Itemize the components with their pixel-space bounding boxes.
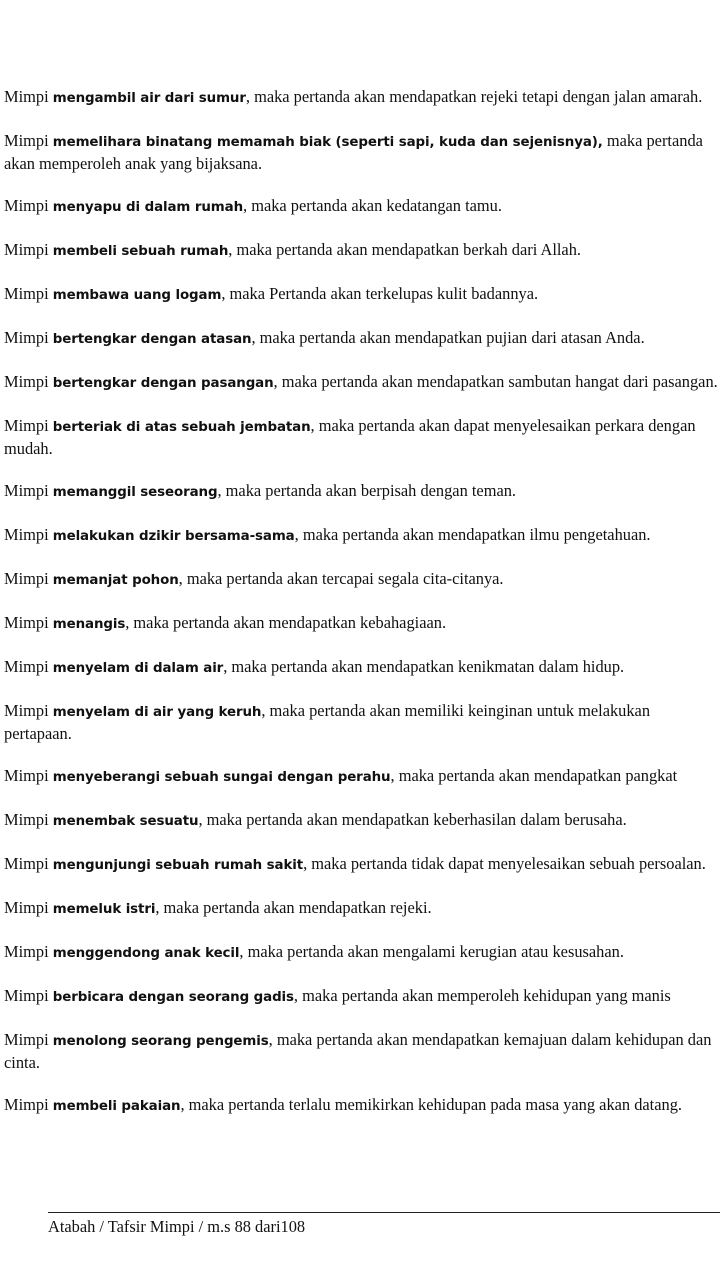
dream-entry (4, 327, 720, 350)
dream-entry (4, 656, 720, 679)
entry-keyword: memelihara binatang memamah biak (seperti sapi, kuda dan sejenisnya), (52, 135, 603, 150)
dream-entry (4, 415, 720, 459)
entry-meaning: , maka pertanda akan dapat menyelesaikan perkara dengan mudah. (4, 416, 696, 458)
entry-meaning: , maka pertanda akan tercapai segala cita-citanya. (178, 569, 504, 588)
entry-keyword: menyelam di air yang keruh (52, 705, 262, 720)
dream-entry (4, 809, 720, 832)
entry-prefix: Mimpi (4, 569, 53, 588)
entry-meaning: , maka pertanda akan mengalami kerugian atau kesusahan. (239, 942, 624, 961)
dream-entry (4, 612, 720, 635)
entry-prefix: Mimpi (4, 481, 53, 500)
dream-entry (4, 1094, 720, 1117)
entry-prefix: Mimpi (4, 1095, 53, 1114)
entry-prefix: Mimpi (4, 766, 53, 785)
entry-keyword: menyapu di dalam rumah (52, 200, 244, 215)
entry-prefix: Mimpi (4, 1030, 53, 1049)
entry-meaning: , maka pertanda akan memiliki keinginan untuk melakukan pertapaan. (4, 701, 651, 743)
entry-prefix: Mimpi (4, 657, 53, 676)
entry-keyword: menggendong anak kecil (52, 946, 240, 961)
dream-entry (4, 765, 720, 788)
entry-meaning: , maka pertanda akan mendapatkan kemajuan dalam kehidupan dan cinta. (4, 1030, 712, 1072)
entry-keyword: menolong seorang pengemis (52, 1034, 269, 1049)
entry-keyword: menyelam di dalam air (52, 661, 224, 676)
entry-prefix: Mimpi (4, 613, 53, 632)
entry-meaning: , maka pertanda akan memperoleh kehidupan yang manis (293, 986, 671, 1005)
entry-meaning: , maka Pertanda akan terkelupas kulit badannya. (221, 284, 539, 303)
dream-entries-list (4, 86, 720, 1138)
entry-meaning: maka pertanda akan memperoleh anak yang bijaksana. (4, 131, 703, 173)
entry-meaning: , maka pertanda tidak dapat menyelesaikan sebuah persoalan. (303, 854, 706, 873)
entry-keyword: membawa uang logam (52, 288, 222, 303)
entry-keyword: membeli pakaian (52, 1099, 181, 1114)
entry-meaning: , maka pertanda akan mendapatkan kenikmatan dalam hidup. (223, 657, 625, 676)
entry-meaning: , maka pertanda akan berpisah dengan teman. (217, 481, 517, 500)
entry-keyword: memanjat pohon (52, 573, 179, 588)
dream-entry (4, 985, 720, 1008)
entry-meaning: , maka pertanda akan kedatangan tamu. (243, 196, 502, 215)
dream-entry (4, 568, 720, 591)
entry-keyword: memanggil seseorang (52, 485, 218, 500)
entry-keyword: mengambil air dari sumur (52, 91, 246, 106)
entry-prefix: Mimpi (4, 810, 53, 829)
entry-keyword: menangis (52, 617, 126, 632)
footer-divider (48, 1212, 720, 1213)
entry-prefix: Mimpi (4, 284, 53, 303)
dream-entry (4, 700, 720, 744)
entry-prefix: Mimpi (4, 372, 53, 391)
entry-meaning: , maka pertanda akan mendapatkan keberhasilan dalam berusaha. (198, 810, 627, 829)
entry-meaning: , maka pertanda akan mendapatkan rejeki tetapi dengan jalan amarah. (245, 87, 703, 106)
entry-meaning: , maka pertanda akan mendapatkan berkah dari Allah. (228, 240, 581, 259)
entry-prefix: Mimpi (4, 525, 53, 544)
entry-keyword: memeluk istri (52, 902, 156, 917)
entry-prefix: Mimpi (4, 854, 53, 873)
entry-meaning: , maka pertanda akan mendapatkan kebahagiaan. (125, 613, 447, 632)
entry-meaning: , maka pertanda akan mendapatkan pujian dari atasan Anda. (251, 328, 645, 347)
entry-prefix: Mimpi (4, 942, 53, 961)
entry-prefix: Mimpi (4, 240, 53, 259)
dream-entry (4, 480, 720, 503)
entry-keyword: berteriak di atas sebuah jembatan (52, 420, 311, 435)
entry-keyword: bertengkar dengan atasan (52, 332, 252, 347)
entry-keyword: mengunjungi sebuah rumah sakit (52, 858, 304, 873)
dream-entry (4, 897, 720, 920)
entry-prefix: Mimpi (4, 701, 53, 720)
entry-meaning: , maka pertanda akan mendapatkan pangkat (390, 766, 678, 785)
entry-prefix: Mimpi (4, 328, 53, 347)
dream-entry (4, 853, 720, 876)
entry-meaning: , maka pertanda akan mendapatkan sambutan hangat dari pasangan. (273, 372, 718, 391)
entry-prefix: Mimpi (4, 986, 53, 1005)
entry-keyword: membeli sebuah rumah (52, 244, 229, 259)
entry-keyword: menyeberangi sebuah sungai dengan perahu (52, 770, 391, 785)
entry-keyword: bertengkar dengan pasangan (52, 376, 274, 391)
dream-entry (4, 283, 720, 306)
entry-prefix: Mimpi (4, 87, 53, 106)
entry-keyword: menembak sesuatu (52, 814, 199, 829)
entry-prefix: Mimpi (4, 196, 53, 215)
entry-keyword: berbicara dengan seorang gadis (52, 990, 294, 1005)
dream-entry (4, 371, 720, 394)
dream-entry (4, 1029, 720, 1073)
entry-prefix: Mimpi (4, 416, 53, 435)
entry-meaning: , maka pertanda akan mendapatkan rejeki. (155, 898, 432, 917)
entry-meaning: , maka pertanda terlalu memikirkan kehidupan pada masa yang akan datang. (180, 1095, 682, 1114)
entry-keyword: melakukan dzikir bersama-sama (52, 529, 295, 544)
dream-entry (4, 239, 720, 262)
dream-entry (4, 941, 720, 964)
dream-entry (4, 524, 720, 547)
dream-entry (4, 86, 720, 109)
dream-entry (4, 195, 720, 218)
page-footer: Atabah / Tafsir Mimpi / m.s 88 dari108 (48, 1217, 306, 1236)
entry-prefix: Mimpi (4, 898, 53, 917)
entry-meaning: , maka pertanda akan mendapatkan ilmu pengetahuan. (294, 525, 651, 544)
entry-prefix: Mimpi (4, 131, 53, 150)
dream-entry (4, 130, 720, 174)
